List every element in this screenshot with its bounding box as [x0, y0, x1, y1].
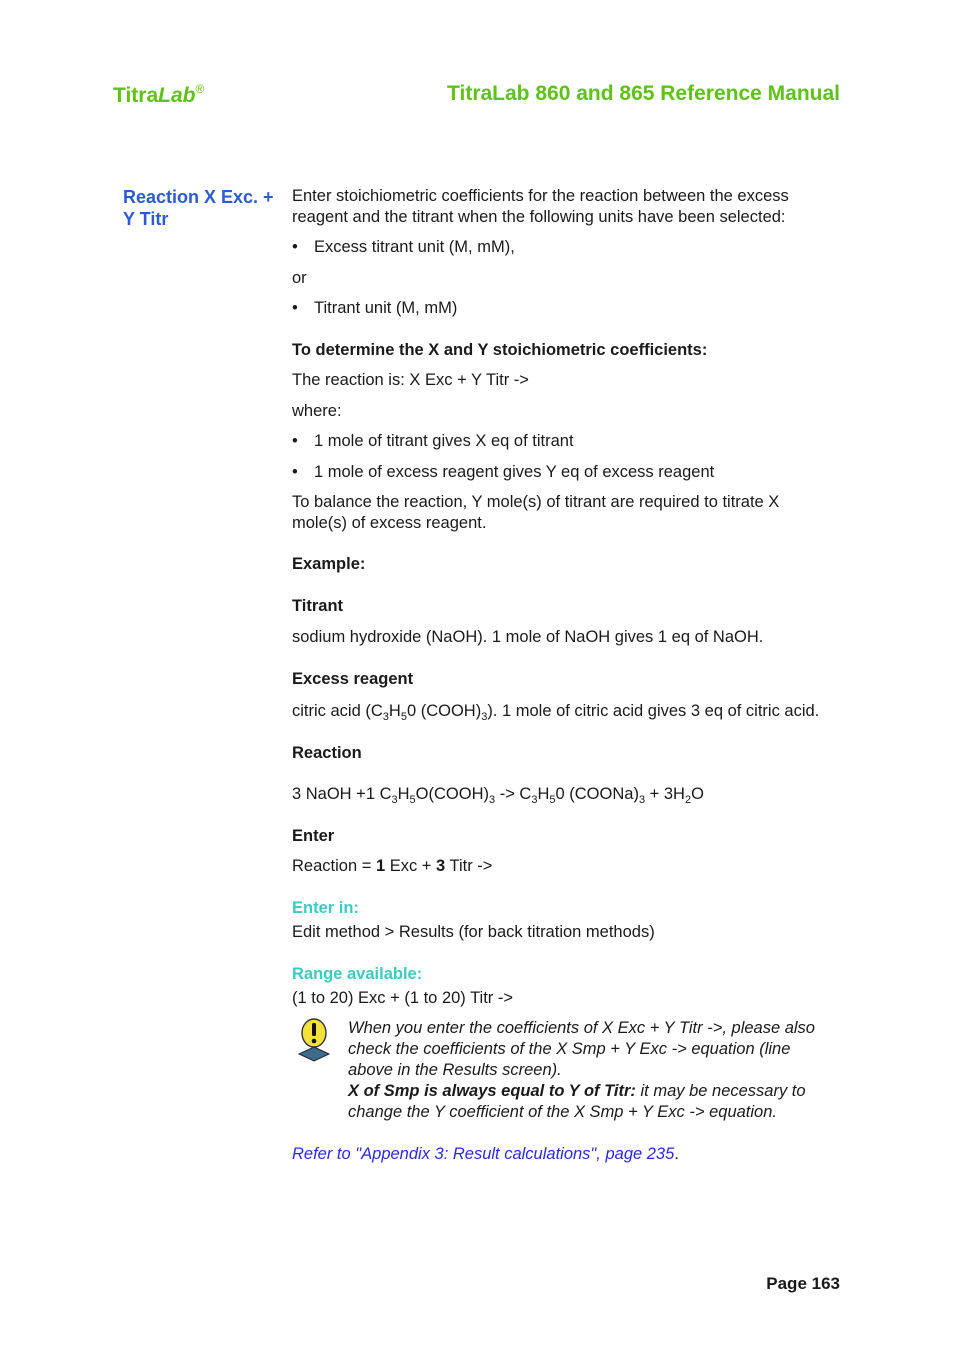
warning-note	[292, 1018, 837, 1123]
excess-heading: Excess reagent	[292, 670, 414, 688]
intro-text: Enter stoichiometric coefficients for the reaction between the excess reagent and the titrant when the following units have been selected:	[292, 187, 789, 226]
titrant-heading: Titrant	[292, 597, 344, 615]
brand-logo	[113, 82, 204, 108]
excess-text: citric acid ($C_3H_50$ $(COOH)_3$). 1 mole of citric acid gives 3 eq of citric acid.	[292, 702, 820, 723]
bullet-text: 1 mole of excess reagent gives Y eq of excess reagent	[314, 463, 715, 481]
note-bold: X of Smp is always equal to Y of Titr:	[348, 1082, 636, 1100]
balance-text: To balance the reaction, Y mole(s) of titrant are required to titrate X mole(s) of excess reagent.	[292, 493, 780, 532]
list-item: • Titrant unit (M, mM)	[292, 299, 458, 317]
registered-mark: ®	[195, 82, 205, 96]
page-number: Page 163	[766, 1274, 840, 1293]
brand-a: Titra	[113, 84, 159, 107]
enter-in-text: Edit method > Results (for back titration methods)	[292, 923, 655, 941]
enter-in-label: Enter in:	[292, 899, 359, 917]
example-heading: Example:	[292, 555, 366, 573]
appendix-link[interactable]: Refer to "Appendix 3: Result calculations", page 235	[292, 1145, 675, 1163]
or-text: or	[292, 269, 307, 287]
list-item: • 1 mole of titrant gives X eq of titrant	[292, 432, 574, 450]
bullet-text: Titrant unit (M, mM)	[314, 299, 458, 317]
list-item: • 1 mole of excess reagent gives Y eq of excess reagent	[292, 463, 715, 481]
section-heading: Reaction X Exc. + Y Titr	[123, 187, 274, 229]
note-text-2	[348, 1081, 837, 1123]
manual-title: TitraLab 860 and 865 Reference Manual	[447, 82, 840, 105]
section-body	[292, 186, 837, 1165]
reaction-equation: 3 NaOH +1 $C_3H_5O(COOH)_3 -> C_3H_50$ $(COONa)_3 + 3H_2O$	[292, 785, 704, 806]
note-text-1: When you enter the coefficients of X Exc + Y Titr ->, please also check the coefficients of the X Smp + Y Exc -> equation (line above in the Results screen).	[348, 1019, 815, 1079]
reaction-is-text: The reaction is: X Exc + Y Titr ->	[292, 371, 529, 389]
refer-line: Refer to "Appendix 3: Result calculations", page 235.	[292, 1145, 679, 1163]
where-text: where:	[292, 402, 342, 420]
enter-heading: Enter	[292, 827, 335, 845]
range-label: Range available:	[292, 965, 423, 983]
warning-icon	[296, 1018, 332, 1062]
enter-text: Reaction = 1 Exc + 3 Titr ->	[292, 857, 493, 875]
note-rest: it may be necessary to change the Y coefficient of the X Smp + Y Exc -> equation.	[348, 1082, 806, 1121]
reaction-heading: Reaction	[292, 744, 362, 762]
list-item: • Excess titrant unit (M, mM),	[292, 238, 515, 256]
titrant-text: sodium hydroxide (NaOH). 1 mole of NaOH gives 1 eq of NaOH.	[292, 628, 764, 646]
range-text: (1 to 20) Exc + (1 to 20) Titr ->	[292, 989, 514, 1007]
bullet-text: 1 mole of titrant gives X eq of titrant	[314, 432, 574, 450]
bullet-text: Excess titrant unit (M, mM),	[314, 238, 515, 256]
determine-heading: To determine the X and Y stoichiometric coefficients:	[292, 341, 708, 359]
brand-b: Lab	[158, 84, 196, 107]
